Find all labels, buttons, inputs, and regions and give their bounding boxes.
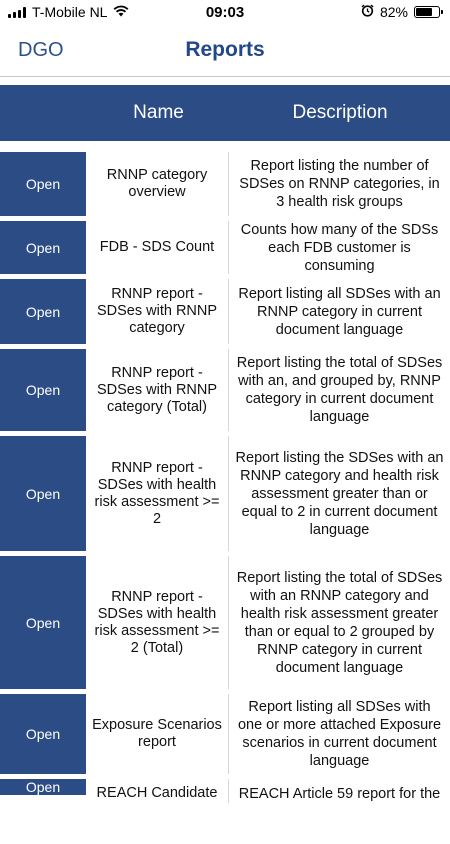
report-name: RNNP report - SDSes with health risk assessment >= 2 (Total)	[94, 588, 220, 656]
report-description: Report listing all SDSes with an RNNP category in current document language	[228, 279, 450, 344]
open-button[interactable]: Open	[0, 694, 86, 774]
nav-divider	[0, 76, 450, 77]
column-header-name: Name	[133, 102, 184, 123]
alarm-icon	[361, 4, 374, 20]
open-button[interactable]: Open	[0, 221, 86, 274]
carrier-label: T-Mobile NL	[32, 4, 108, 20]
battery-icon	[414, 6, 440, 18]
open-button[interactable]: Open	[0, 349, 86, 431]
open-button[interactable]: Open	[0, 279, 86, 344]
table-header	[0, 85, 450, 141]
back-button[interactable]: DGO	[18, 39, 64, 61]
navigation-bar	[0, 26, 450, 76]
report-name: RNNP category overview	[106, 167, 208, 200]
open-button[interactable]: Open	[0, 556, 86, 689]
status-right	[361, 4, 440, 20]
open-button[interactable]: Open	[0, 779, 86, 795]
report-name: RNNP report - SDSes with health risk assessment >= 2	[94, 459, 220, 527]
status-time: 09:03	[205, 4, 245, 21]
table-row	[0, 556, 450, 689]
table-row	[0, 694, 450, 774]
report-name: RNNP report - SDSes with RNNP category	[96, 286, 218, 336]
table-row	[0, 152, 450, 216]
page-title: Reports	[185, 38, 265, 61]
table-row	[0, 279, 450, 344]
report-description: Counts how many of the SDSs each FDB customer is consuming	[228, 221, 450, 274]
report-name: Exposure Scenarios report	[92, 717, 222, 750]
report-description: REACH Article 59 report for the	[228, 779, 450, 803]
table-row	[0, 779, 450, 839]
report-description: Report listing the total of SDSes with an RNNP category and health risk assessment greater than or equal to 2 grouped by RNNP category in current document language	[228, 556, 450, 689]
battery-percent: 82%	[379, 4, 408, 20]
table-row	[0, 349, 450, 431]
table-row	[0, 436, 450, 551]
report-description: Report listing the total of SDSes with an, and grouped by, RNNP category in current document language	[228, 349, 450, 431]
open-button[interactable]: Open	[0, 436, 86, 551]
report-name: FDB - SDS Count	[99, 239, 215, 255]
reports-table	[0, 152, 450, 844]
open-button[interactable]: Open	[0, 152, 86, 216]
report-description: Report listing all SDSes with one or more attached Exposure scenarios in current document language	[228, 694, 450, 774]
status-bar	[0, 0, 450, 26]
column-header-description: Description	[292, 102, 388, 123]
report-description: Report listing the number of SDSes on RNNP categories, in 3 health risk groups	[228, 152, 450, 216]
report-name: RNNP report - SDSes with RNNP category (Total)	[96, 364, 218, 415]
report-description: Report listing the SDSes with an RNNP category and health risk assessment greater than or equal to 2 in current document language	[228, 436, 450, 551]
report-name: REACH Candidate	[96, 785, 218, 801]
table-row	[0, 221, 450, 274]
